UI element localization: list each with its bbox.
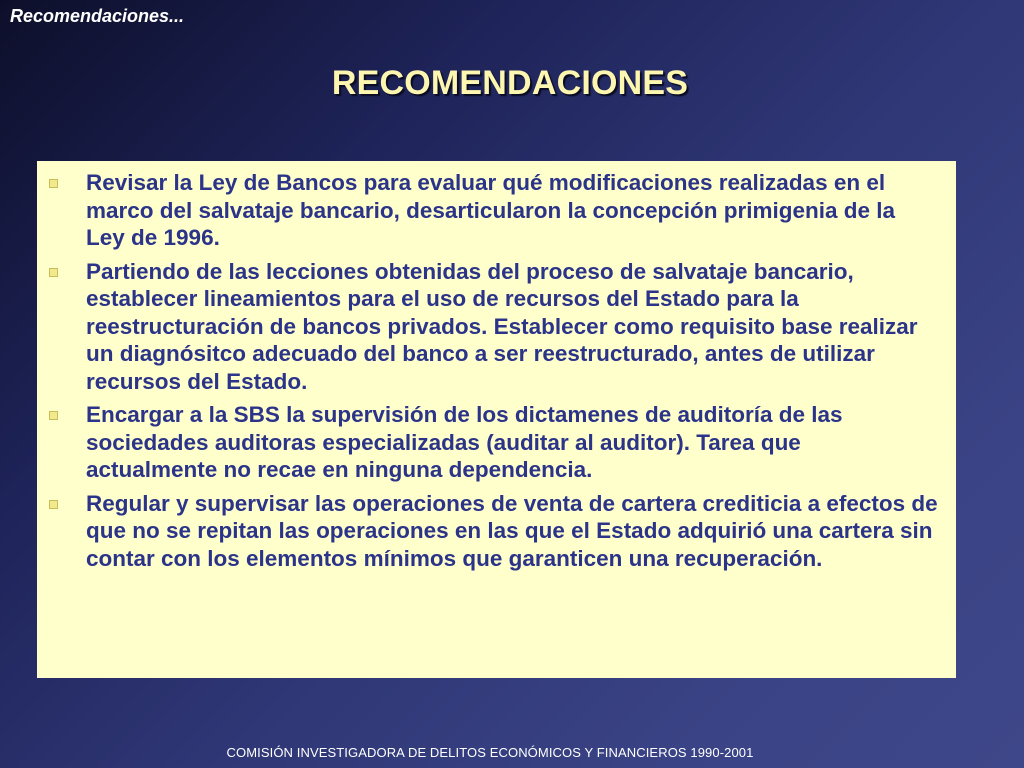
square-bullet-icon (49, 268, 58, 277)
bullet-text: Regular y supervisar las operaciones de venta de cartera crediticia a efectos de que no se repitan las operaciones en las que el Estado adquirió una cartera sin contar con los elementos mínimos que garanticen una recuperación. (86, 490, 938, 571)
bullet-text: Partiendo de las lecciones obtenidas del proceso de salvataje bancario, establecer lineamientos para el uso de recursos del Estado para la reestructuración de bancos privados. Establecer como requisito base realizar un diagnósitco adecuado del banco a ser reestructurado, antes de utilizar recursos del Estado. (86, 258, 918, 394)
bullet-item (49, 490, 938, 573)
slide-footer: COMISIÓN INVESTIGADORA DE DELITOS ECONÓMICOS Y FINANCIEROS 1990-2001 (226, 745, 754, 760)
bullet-item (49, 258, 938, 396)
recommendations-list (49, 169, 938, 572)
section-header: Recomendaciones... (10, 6, 185, 26)
square-bullet-icon (49, 411, 58, 420)
slide-title: RECOMENDACIONES (331, 64, 689, 102)
bullet-text: Encargar a la SBS la supervisión de los dictamenes de auditoría de las sociedades auditoras especializadas (auditar al auditor). Tarea que actualmente no recae en ninguna dependencia. (86, 402, 843, 482)
square-bullet-icon (49, 179, 58, 188)
content-box (37, 161, 956, 678)
bullet-item (49, 401, 938, 484)
bullet-text: Revisar la Ley de Bancos para evaluar qué modificaciones realizadas en el marco del salvataje bancario, desarticularon la concepción primigenia de la Ley de 1996. (86, 170, 896, 250)
bullet-item (49, 169, 938, 252)
square-bullet-icon (49, 500, 58, 509)
